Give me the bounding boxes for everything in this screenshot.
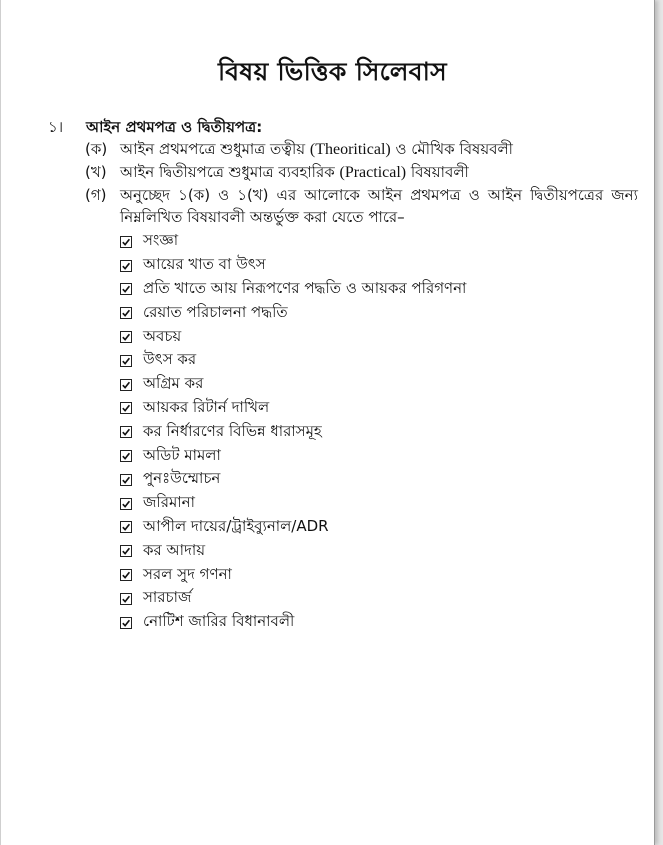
checklist-item-label: নোটিশ জারির বিধানাবলী [143,612,295,631]
checked-box-icon [120,521,132,533]
checked-box-icon [120,283,132,295]
checklist-item [120,468,638,492]
checklist-item-label: প্রতি খাতে আয় নিরূপণের পদ্ধতি ও আয়কর পরিগণনা [143,279,467,297]
checklist-item [120,587,638,611]
checked-box-icon [120,379,132,391]
checked-box-icon [120,402,132,414]
subsection-text-post: ও মৌখিক বিষয়বলী [390,140,513,158]
checked-box-icon [120,331,132,343]
subsection-ga [85,184,638,228]
checklist-item [120,397,638,421]
checked-box-icon [120,569,132,581]
subsection-latin-term: (Practical) [339,164,407,181]
checked-box-icon [120,593,132,605]
checklist-item-label: পুনঃউম্মোচন [143,469,221,488]
section-heading [48,116,638,138]
checklist-item [120,254,638,278]
checked-box-icon [120,545,132,557]
checked-box-icon [120,307,132,319]
subsection-latin-term: (Theoritical) [309,141,391,158]
page-title: বিষয় ভিত্তিক সিলেবাস [218,57,447,86]
checklist-item-label: অগ্রিম কর [143,374,204,393]
checklist-item [120,444,638,468]
subsection-text-pre: আইন প্রথমপত্রে শুধুমাত্র তত্বীয় [120,140,310,158]
checklist-item-label: সারচার্জ [143,588,192,607]
checklist-item-label: অবচয় [143,326,182,345]
checklist-item [120,230,638,254]
checked-box-icon [120,236,132,248]
checklist-item-label: রেয়াত পরিচালনা পদ্ধতি [143,302,288,321]
checklist-item [120,325,638,349]
subsection-text [120,161,638,184]
checklist-item-label: সংজ্ঞা [143,231,179,250]
checklist-item [120,563,638,587]
subsection-text [120,138,638,161]
subsection-marker: (খ) [85,163,107,181]
checklist-item-label: কর নির্ধারণের বিভিন্ন ধারাসমূহ [143,421,322,440]
checklist-item [120,539,638,563]
subsection-text: অনুচ্ছেদ ১(ক) ও ১(খ) এর আলোকে আইন প্রথমপত্র ও আইন দ্বিতীয়পত্রের জন্য নিম্নলিখিত বিষয়াবলী অন্তর্ভুক্ত করা যেতে পারে– [120,186,638,226]
checked-box-icon [120,474,132,486]
subsection-ka [85,138,638,161]
checklist-item [120,492,638,516]
topic-checklist [120,230,638,635]
checklist-item-label: জরিমানা [143,493,195,512]
checked-box-icon [120,617,132,629]
subsection-marker: (গ) [85,186,107,204]
checklist-item-label: কর আদায় [143,540,206,559]
checked-box-icon [120,355,132,367]
checklist-item-label: আয়ের খাত বা উৎস [143,255,266,274]
checklist-item-label: উৎস কর [143,350,197,369]
subsection-marker: (ক) [85,140,108,158]
checked-box-icon [120,450,132,462]
checklist-item [120,349,638,373]
checklist-item [120,278,638,302]
checklist-item-label: আয়কর রিটার্ন দাখিল [143,397,270,416]
checklist-item [120,516,638,540]
checklist-item-label: সরল সুদ গণনা [143,564,232,583]
section-number: ১। [48,118,64,136]
checked-box-icon [120,426,132,438]
checked-box-icon [120,260,132,272]
checklist-item [120,373,638,397]
checklist-item-label: অডিট মামলা [143,445,221,464]
checklist-item [120,301,638,325]
subsection-text-pre: আইন দ্বিতীয়পত্রে শুধুমাত্র ব্যবহারিক [120,163,340,181]
checked-box-icon [120,498,132,510]
section-title: আইন প্রথমপত্র ও দ্বিতীয়পত্র: [86,118,263,136]
syllabus-section [48,116,638,635]
subsection-text-post: বিষয়াবলী [406,163,469,181]
checklist-item [120,611,638,635]
subsection-kha [85,161,638,184]
checklist-item-label: আপীল দায়ের/ট্রাইব্যুনাল/ADR [143,516,329,535]
checklist-item [120,420,638,444]
